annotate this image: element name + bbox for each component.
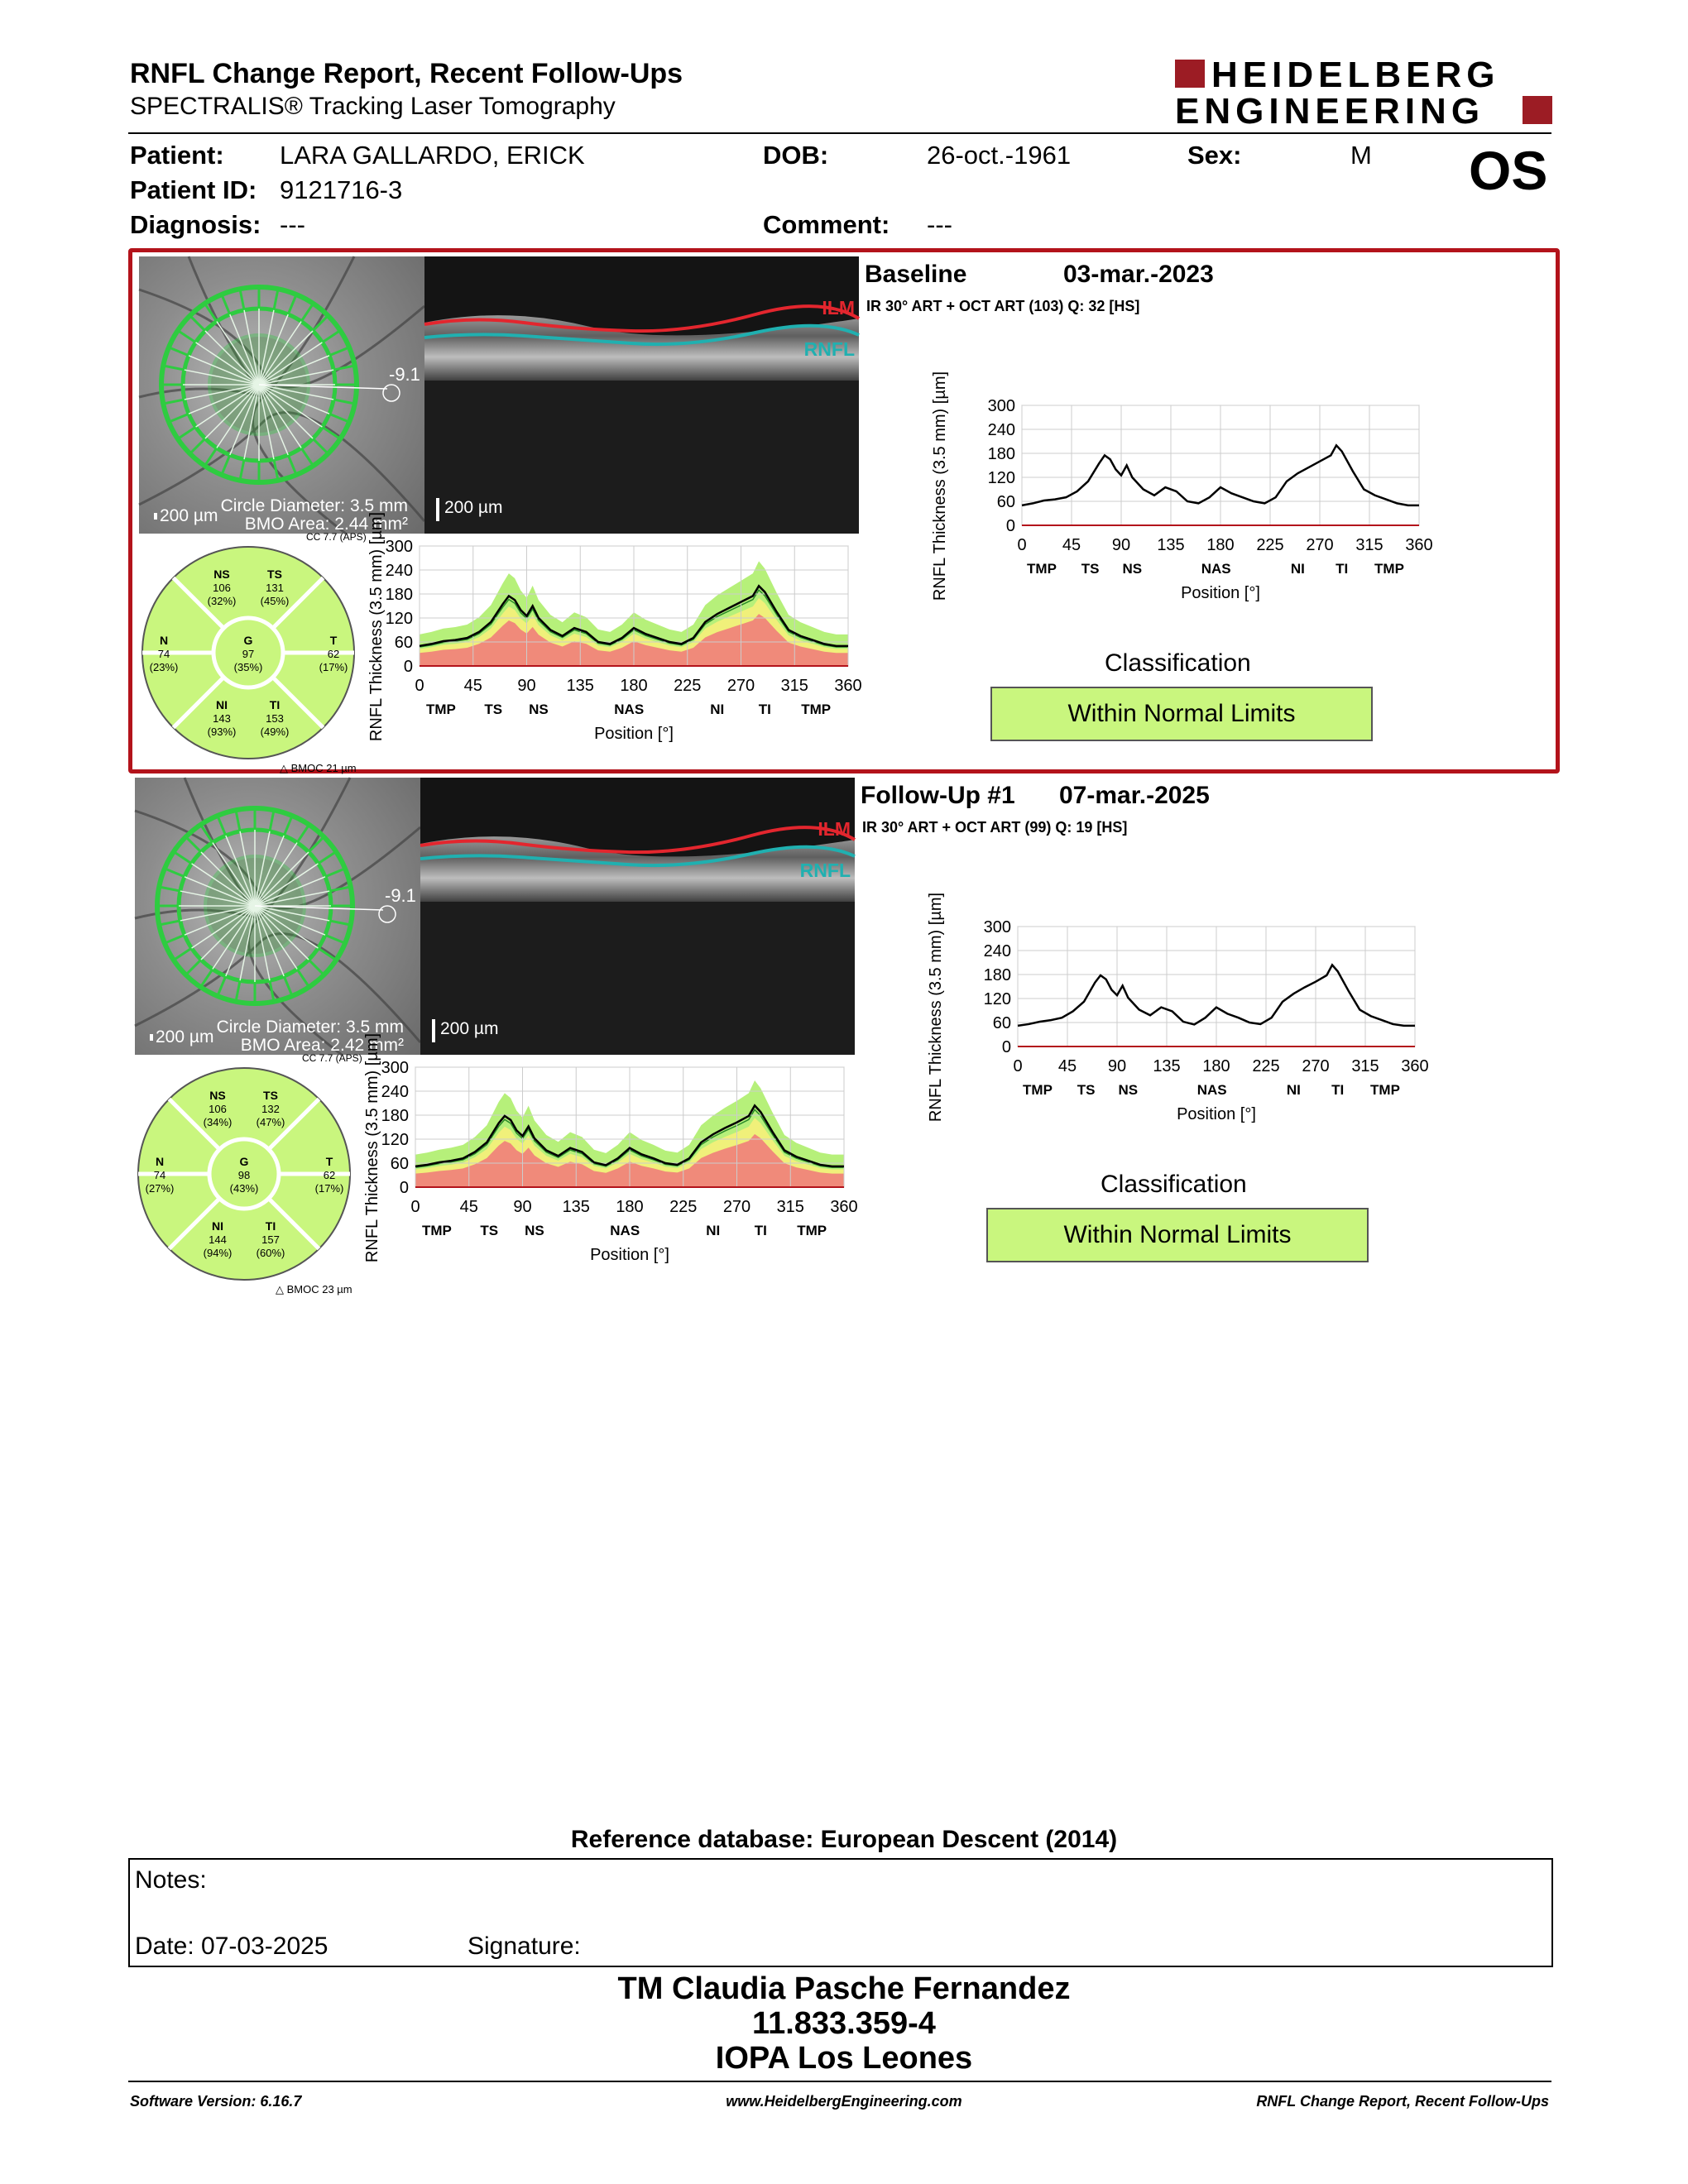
sector-axis-label: TI: [754, 1223, 767, 1238]
scan-angle: -9.1: [389, 364, 420, 385]
x-tick-label: 45: [463, 677, 482, 695]
y-tick-label: 0: [1001, 1038, 1011, 1056]
oct-bscan: [420, 778, 855, 1055]
sector-axis-label: TMP: [1370, 1082, 1400, 1098]
sector-value: 74: [153, 1169, 166, 1181]
exam-name: Follow-Up #1: [861, 782, 1015, 809]
circle-diameter: Circle Diameter: 3.5 mm: [216, 1018, 404, 1037]
scan-tick: [274, 289, 278, 310]
comment-value: ---: [927, 210, 952, 239]
sector-value: 106: [209, 1103, 227, 1115]
sector-name: G: [243, 634, 253, 647]
y-tick-label: 0: [403, 658, 413, 676]
y-tick-label: 240: [987, 421, 1015, 439]
rnfl-profile-chart: [923, 892, 1436, 1150]
x-tick-label: 45: [1062, 536, 1081, 554]
x-tick-label: 270: [722, 1198, 751, 1216]
rnfl-profile-chart-normative: [367, 511, 862, 778]
sector-axis-label: TI: [1331, 1082, 1345, 1098]
bmoc-label: △ BMOC 23 µm: [276, 1283, 352, 1296]
x-tick-label: 225: [669, 1198, 698, 1216]
oct-scale-label: 200 µm: [444, 498, 503, 517]
sex-value: M: [1350, 141, 1372, 170]
scan-tick: [313, 438, 328, 453]
scan-tick: [218, 816, 226, 836]
scan-tick: [169, 414, 189, 422]
y-tick-label: 60: [394, 634, 413, 652]
bmoc-label: △ BMOC 21 µm: [280, 762, 357, 774]
x-tick-label: 90: [513, 1198, 532, 1216]
sector-name: NS: [213, 568, 230, 581]
sector-map: [135, 1065, 354, 1284]
patient-id: 9121716-3: [280, 175, 403, 204]
scan-tick: [163, 366, 185, 370]
signature-label: Signature:: [468, 1933, 581, 1960]
fundus-scale-label: 200 µm: [160, 506, 218, 525]
sector-name: T: [325, 1155, 333, 1168]
acquisition-info: IR 30° ART + OCT ART (99) Q: 19 [HS]: [862, 819, 1128, 836]
scan-tick: [163, 400, 185, 404]
sector-axis-label: NS: [1122, 561, 1143, 577]
y-tick-label: 300: [983, 918, 1011, 936]
scan-circle-overlay: [161, 287, 400, 482]
y-tick-label: 180: [983, 966, 1011, 984]
sector-axis-label: NI: [706, 1223, 721, 1238]
exam-date: 07-mar.-2025: [1059, 782, 1210, 809]
x-tick-label: 270: [1302, 1057, 1330, 1075]
software-version: Software Version: 6.16.7: [130, 2093, 302, 2110]
x-tick-label: 225: [1256, 536, 1284, 554]
y-tick-label: 120: [987, 469, 1015, 487]
scan-tick: [178, 330, 196, 342]
sex-label: Sex:: [1187, 141, 1242, 170]
diagnosis-label: Diagnosis:: [130, 210, 261, 239]
x-tick-label: 135: [562, 1198, 590, 1216]
sector-axis-label: TMP: [421, 1223, 452, 1238]
diagnosis-value: ---: [280, 210, 305, 239]
scan-tick: [236, 980, 240, 1002]
x-tick-label: 270: [727, 677, 755, 695]
comment-label: Comment:: [763, 210, 890, 239]
scan-tick: [301, 448, 313, 466]
scan-tick: [325, 869, 345, 877]
scan-tick: [284, 816, 292, 836]
sector-name: NI: [212, 1219, 223, 1233]
x-tick-label: 360: [1401, 1057, 1429, 1075]
sector-name: TS: [263, 1089, 278, 1102]
scan-tick: [322, 330, 340, 342]
ilm-label: ILM: [822, 297, 855, 318]
classification-result: Within Normal Limits: [990, 687, 1373, 741]
scan-tick: [288, 295, 296, 314]
x-tick-label: 180: [1206, 536, 1235, 554]
sector-name: N: [159, 634, 169, 647]
scan-tick: [190, 438, 205, 453]
x-tick-label: 0: [415, 677, 424, 695]
y-tick-label: 180: [987, 445, 1015, 463]
sector-value: 62: [327, 648, 340, 660]
sector-axis-label: NS: [529, 702, 549, 717]
footer-url[interactable]: www.HeidelbergEngineering.com: [726, 2093, 962, 2110]
y-tick-label: 180: [381, 1107, 409, 1125]
sector-axis-label: TS: [1081, 561, 1100, 577]
x-tick-label: 90: [1111, 536, 1131, 554]
fundus-scale-label: 200 µm: [156, 1027, 214, 1046]
sector-name: N: [155, 1155, 165, 1168]
y-tick-label: 120: [385, 610, 413, 628]
patient-id-label: Patient ID:: [130, 175, 257, 204]
company-logo: [1175, 55, 1556, 132]
scan-tick: [297, 825, 309, 843]
sector-percentile: (43%): [229, 1182, 259, 1195]
rnfl-profile-chart: [927, 371, 1440, 629]
scan-tick: [159, 921, 180, 925]
sector-axis-label: TS: [484, 702, 503, 717]
x-tick-label: 315: [776, 1198, 804, 1216]
sector-percentile: (60%): [256, 1247, 285, 1259]
y-tick-label: 60: [992, 1014, 1011, 1032]
sector-axis-label: NAS: [610, 1223, 640, 1238]
sector-axis-label: TMP: [1027, 561, 1057, 577]
eye-indicator: OS: [1469, 140, 1548, 201]
y-tick-label: 240: [381, 1083, 409, 1101]
sector-value: 62: [323, 1169, 336, 1181]
x-tick-label: 135: [1157, 536, 1185, 554]
y-axis-title: RNFL Thickness (3.5 mm) [µm]: [363, 1032, 381, 1263]
notes-box: [128, 1858, 1553, 1967]
sector-name: NS: [209, 1089, 226, 1102]
x-axis-title: Position [°]: [1181, 584, 1260, 602]
sector-axis-label: NI: [1290, 561, 1305, 577]
sector-percentile: (34%): [203, 1116, 233, 1128]
scan-tick: [165, 869, 185, 877]
notes-label: Notes:: [135, 1866, 207, 1894]
x-tick-label: 0: [1013, 1057, 1023, 1075]
y-tick-label: 120: [381, 1131, 409, 1149]
x-tick-label: 360: [834, 677, 862, 695]
rnfl-profile-chart-normative: [363, 1032, 858, 1299]
cc-label: CC 7.7 (APS): [302, 1052, 362, 1064]
sector-percentile: (32%): [207, 595, 237, 607]
scan-tick: [288, 455, 296, 475]
scan-tick: [325, 935, 345, 943]
sector-value: 153: [266, 712, 284, 725]
x-tick-label: 225: [674, 677, 702, 695]
x-tick-label: 180: [620, 677, 648, 695]
sector-name: G: [239, 1155, 249, 1168]
rnfl-label: RNFL: [799, 860, 851, 881]
followup-panel: [128, 774, 1551, 1296]
notes-date: Date: 07-03-2025: [135, 1933, 328, 1960]
circle-diameter: Circle Diameter: 3.5 mm: [220, 496, 408, 515]
scan-tick: [270, 810, 274, 831]
y-tick-label: 0: [1005, 517, 1015, 535]
scan-tick: [297, 969, 309, 987]
scan-tick: [178, 427, 196, 438]
x-tick-label: 135: [566, 677, 594, 695]
sector-percentile: (17%): [314, 1182, 344, 1195]
scan-tick: [329, 347, 349, 356]
scan-tick: [322, 427, 340, 438]
signer-name: TM Claudia Pasche Fernandez: [617, 1971, 1071, 2006]
rnfl-label: RNFL: [803, 338, 855, 360]
y-axis-title: RNFL Thickness (3.5 mm) [µm]: [927, 892, 945, 1123]
sector-axis-label: TI: [758, 702, 771, 717]
sector-percentile: (27%): [145, 1182, 175, 1195]
sector-axis-label: TMP: [1023, 1082, 1053, 1098]
fundus-image: [139, 256, 424, 534]
sector-axis-label: NS: [525, 1223, 544, 1238]
sector-percentile: (17%): [319, 661, 348, 673]
scan-angle: -9.1: [385, 885, 416, 906]
ilm-label: ILM: [818, 818, 851, 840]
x-tick-label: 315: [1355, 536, 1383, 554]
x-tick-label: 0: [410, 1198, 420, 1216]
signer-id: 11.833.359-4: [752, 2006, 936, 2041]
scan-tick: [236, 810, 240, 831]
scan-circle-overlay: [157, 808, 396, 1003]
scan-tick: [222, 455, 230, 475]
oct-scale-label: 200 µm: [440, 1019, 499, 1038]
scan-tick: [165, 935, 185, 943]
y-tick-label: 300: [385, 538, 413, 556]
sector-value: 74: [157, 648, 170, 660]
scan-tick: [222, 295, 230, 314]
classification-result: Within Normal Limits: [986, 1208, 1369, 1262]
scan-tick: [218, 976, 226, 996]
exam-name: Baseline: [865, 261, 967, 288]
scan-tick: [329, 414, 349, 422]
sector-percentile: (47%): [256, 1116, 285, 1128]
report-title: RNFL Change Report, Recent Follow-Ups: [130, 58, 683, 89]
sector-percentile: (35%): [233, 661, 263, 673]
scan-tick: [174, 851, 192, 863]
x-tick-label: 90: [1107, 1057, 1127, 1075]
y-tick-label: 300: [381, 1059, 409, 1077]
y-axis-title: RNFL Thickness (3.5 mm) [µm]: [367, 511, 386, 742]
scan-tick: [169, 347, 189, 356]
bmo-area: BMO Area: 2.44 mm²: [244, 515, 408, 534]
x-tick-label: 225: [1252, 1057, 1280, 1075]
y-tick-label: 60: [390, 1155, 409, 1173]
oct-bscan: [424, 256, 859, 534]
sector-value: 131: [266, 582, 284, 594]
y-tick-label: 0: [399, 1179, 409, 1197]
scan-tick: [309, 960, 324, 975]
x-axis-title: Position [°]: [590, 1246, 669, 1264]
sector-axis-label: NAS: [1201, 561, 1231, 577]
signer-place: IOPA Los Leones: [715, 2041, 973, 2076]
x-tick-label: 315: [1351, 1057, 1379, 1075]
y-tick-label: 60: [996, 493, 1015, 511]
dob-value: 26-oct.-1961: [927, 141, 1072, 170]
x-tick-label: 45: [1057, 1057, 1077, 1075]
sector-axis-label: NI: [1286, 1082, 1301, 1098]
sector-axis-label: NAS: [1196, 1082, 1227, 1098]
sector-value: 97: [242, 648, 255, 660]
classification-title: Classification: [1101, 1171, 1247, 1198]
sector-percentile: (93%): [207, 726, 237, 738]
x-tick-label: 45: [459, 1198, 478, 1216]
sector-axis-label: TMP: [801, 702, 832, 717]
sector-name: T: [329, 634, 338, 647]
x-axis-title: Position [°]: [1177, 1105, 1256, 1123]
report-subtitle: SPECTRALIS® Tracking Laser Tomography: [130, 93, 616, 120]
sector-name: TI: [265, 1219, 276, 1233]
y-tick-label: 120: [983, 990, 1011, 1008]
logo-line2: ENGINEERING: [1175, 91, 1485, 132]
sector-map: [139, 544, 358, 763]
x-tick-label: 315: [780, 677, 808, 695]
sector-axis-label: TS: [1077, 1082, 1096, 1098]
scan-tick: [318, 851, 336, 863]
fundus-image: [135, 778, 420, 1055]
scan-tick: [329, 921, 351, 925]
sector-axis-label: TMP: [1374, 561, 1404, 577]
patient-label: Patient:: [130, 141, 224, 170]
sector-percentile: (94%): [203, 1247, 233, 1259]
sector-axis-label: TMP: [797, 1223, 827, 1238]
acquisition-info: IR 30° ART + OCT ART (103) Q: 32 [HS]: [866, 298, 1140, 314]
classification-title: Classification: [1105, 649, 1251, 677]
scan-tick: [174, 948, 192, 960]
sector-percentile: (49%): [260, 726, 290, 738]
sector-value: 157: [261, 1233, 280, 1246]
sector-axis-label: TS: [480, 1223, 499, 1238]
reference-database: Reference database: European Descent (2014): [570, 1826, 1118, 1853]
x-tick-label: 180: [616, 1198, 644, 1216]
scan-tick: [240, 459, 244, 481]
x-tick-label: 135: [1153, 1057, 1181, 1075]
scan-tick: [284, 976, 292, 996]
sector-value: 143: [213, 712, 231, 725]
scan-tick: [301, 304, 313, 322]
y-tick-label: 240: [385, 562, 413, 580]
x-tick-label: 360: [830, 1198, 858, 1216]
x-tick-label: 0: [1017, 536, 1027, 554]
y-tick-label: 240: [983, 942, 1011, 960]
sector-value: 106: [213, 582, 231, 594]
scan-tick: [318, 948, 336, 960]
x-tick-label: 270: [1306, 536, 1334, 554]
sector-value: 144: [209, 1233, 227, 1246]
x-tick-label: 180: [1202, 1057, 1230, 1075]
cc-label: CC 7.7 (APS): [306, 531, 367, 543]
dob-label: DOB:: [763, 141, 829, 170]
y-tick-label: 300: [987, 397, 1015, 415]
sector-percentile: (45%): [260, 595, 290, 607]
x-tick-label: 360: [1405, 536, 1433, 554]
scan-tick: [159, 887, 180, 891]
bmo-area: BMO Area: 2.42 mm²: [240, 1036, 404, 1055]
sector-axis-label: NAS: [614, 702, 645, 717]
scan-tick: [333, 400, 355, 404]
sector-name: NI: [216, 698, 228, 711]
sector-percentile: (23%): [149, 661, 179, 673]
scan-tick: [240, 289, 244, 310]
exam-date: 03-mar.-2023: [1063, 261, 1214, 288]
scan-tick: [186, 960, 201, 975]
sector-value: 132: [261, 1103, 280, 1115]
sector-axis-label: TMP: [425, 702, 456, 717]
sector-value: 98: [237, 1169, 251, 1181]
logo-line1: HEIDELBERG: [1211, 55, 1500, 95]
x-axis-title: Position [°]: [594, 725, 674, 743]
sector-name: TI: [269, 698, 281, 711]
y-axis-title: RNFL Thickness (3.5 mm) [µm]: [931, 371, 949, 601]
x-tick-label: 90: [517, 677, 536, 695]
sector-axis-label: TI: [1336, 561, 1349, 577]
patient-name: LARA GALLARDO, ERICK: [280, 141, 585, 170]
baseline-panel: [128, 248, 1560, 774]
sector-axis-label: NS: [1118, 1082, 1139, 1098]
sector-name: TS: [267, 568, 282, 581]
footer-report-name: RNFL Change Report, Recent Follow-Ups: [1256, 2093, 1549, 2110]
sector-axis-label: NI: [710, 702, 725, 717]
y-tick-label: 180: [385, 586, 413, 604]
